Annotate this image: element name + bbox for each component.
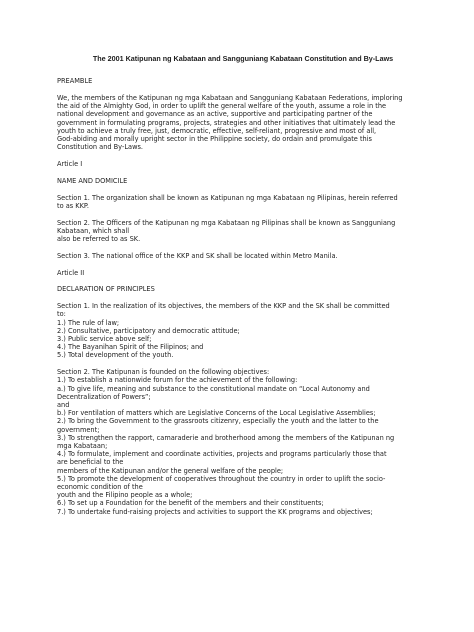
text-line: Section 1. In the realization of its objectives, the members of the KKP and the SK shall be committed <box>57 302 390 311</box>
text-line: youth to achieve a truly free, just, democratic, effective, self-reliant, progressive and most of all, <box>57 126 377 135</box>
text-line: 3.) To strengthen the rapport, camaraderie and brotherhood among the members of the Katipunan ng <box>57 433 395 442</box>
text-line: 5.) To promote the development of cooperatives throughout the country in order to uplift the socio- <box>57 474 386 483</box>
document-page <box>57 55 429 516</box>
paragraph-gap <box>57 294 429 303</box>
text-line: 6.) To set up a Foundation for the benefit of the members and their constituents; <box>57 499 324 508</box>
text-line: b.) For ventilation of matters which are Legislative Concerns of the Local Legislative Assemblies; <box>57 409 376 418</box>
text-line: members of the Katipunan and/or the general welfare of the people; <box>57 466 284 475</box>
text-line: also be referred to as SK. <box>57 235 141 244</box>
text-line: 5.) Total development of the youth. <box>57 351 174 360</box>
paragraph-gap <box>57 360 429 369</box>
text-line: 1.) To establish a nationwide forum for the achievement of the following: <box>57 376 298 385</box>
text-line: 2.) Consultative, participatory and democratic attitude; <box>57 326 240 335</box>
text-line: 4.) The Bayanihan Spirit of the Filipinos; and <box>57 343 204 352</box>
text-line: national development and governance as an active, supportive and participating partner of the <box>57 110 373 119</box>
text-line: youth and the Filipino people as a whole; <box>57 491 193 500</box>
text-line: We, the members of the Katipunan ng mga Kabataan and Sangguniang Kabataan Federations, imploring <box>57 94 403 102</box>
text-line: government in formulating programs, projects, strategies and other initiatives that ultimately lead the <box>57 118 396 127</box>
text-line: Constitution and By-Laws. <box>57 143 143 152</box>
paragraph-gap <box>57 185 429 194</box>
text-line: Section 1. The organization shall be known as Katipunan ng mga Kabataan ng Pilipinas, herein referred <box>57 193 398 202</box>
text-line: 4.) To formulate, implement and coordinate activities, projects and programs particularly those that <box>57 450 387 459</box>
paragraph-gap <box>57 85 429 94</box>
text-line: DECLARATION OF PRINCIPLES <box>57 285 155 294</box>
text-line: to as KKP. <box>57 201 89 210</box>
text-line: Section 2. The Katipunan is founded on the following objectives: <box>57 368 270 377</box>
text-line: Section 2. The Officers of the Katipunan ng mga Kabataan ng Pilipinas shall be known as Sangguniang <box>57 218 396 227</box>
paragraph-gap <box>57 260 429 269</box>
text-line: Article I <box>57 160 83 169</box>
text-line: 3.) Public service above self; <box>57 335 152 344</box>
paragraph-gap <box>57 277 429 286</box>
text-line: and <box>57 401 70 410</box>
text-line: Decentralization of Powers”; <box>57 392 151 401</box>
text-line: are beneficial to the <box>57 458 124 467</box>
text-line: government; <box>57 425 100 434</box>
text-line: Article II <box>57 268 85 277</box>
paragraph-gap <box>57 243 429 252</box>
paragraph-gap <box>57 151 429 160</box>
text-line: PREAMBLE <box>57 77 93 86</box>
text-line: 2.) To bring the Government to the grassroots citizenry, especially the youth and the latter to the <box>57 417 379 426</box>
text-line: mga Kabataan; <box>57 442 108 451</box>
paragraph-gap <box>57 168 429 177</box>
text-line: a.) To give life, meaning and substance to the constitutional mandate on “Local Autonomy and <box>57 384 370 393</box>
text-line: God-abiding and morally upright sector in the Philippine society, do ordain and promulgate this <box>57 135 372 144</box>
text-line: economic condition of the <box>57 483 143 492</box>
text-line: 7.) To undertake fund-raising projects and activities to support the KK programs and objectives; <box>57 507 373 516</box>
paragraph-gap <box>57 210 429 219</box>
text-line: 1.) The rule of law; <box>57 318 120 327</box>
document-body <box>57 77 429 516</box>
text-line: NAME AND DOMICILE <box>57 176 128 185</box>
text-line: Section 3. The national office of the KKP and SK shall be located within Metro Manila. <box>57 251 338 260</box>
document-title: The 2001 Katipunan ng Kabataan and Sangguniang Kabataan Constitution and By-Laws <box>92 54 394 63</box>
text-line: Kabataan, which shall <box>57 226 130 235</box>
text-line: the aid of the Almighty God, in order to uplift the general welfare of the youth, assume a role in the <box>57 102 387 111</box>
text-line: to: <box>57 310 66 319</box>
